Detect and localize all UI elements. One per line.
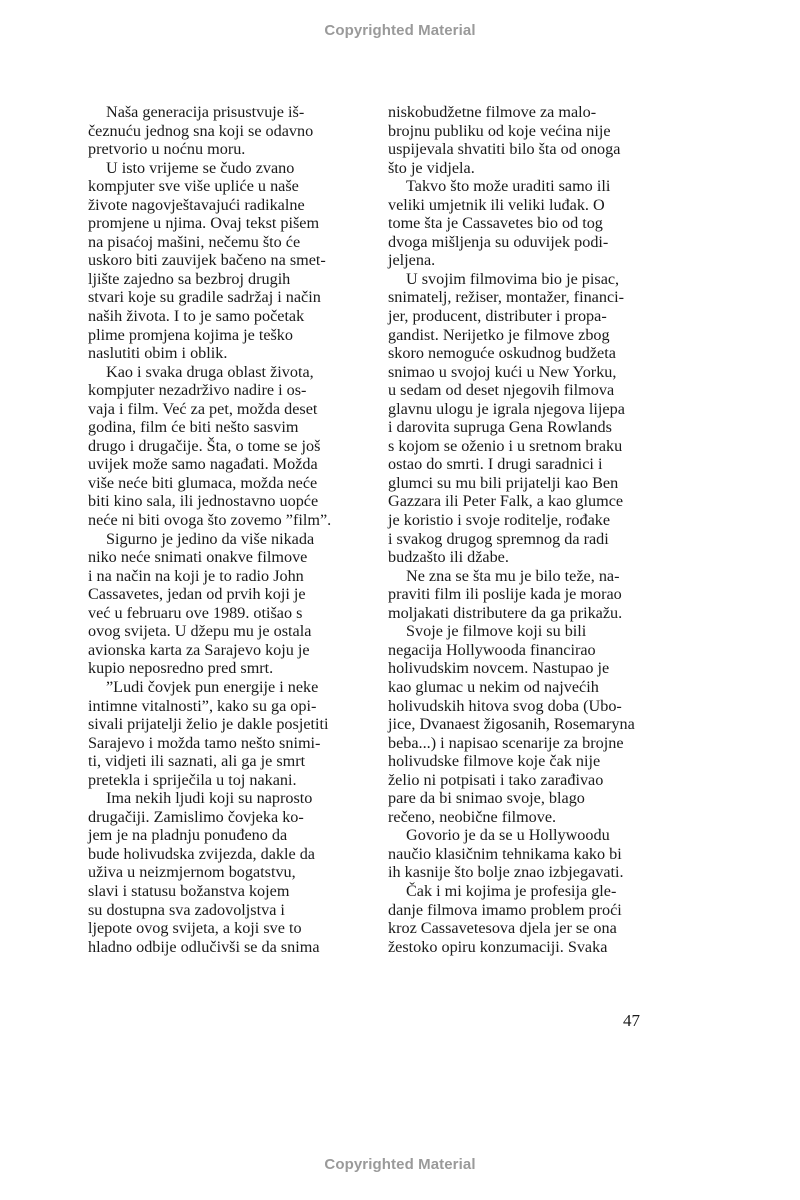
text-line: hladno odbije odlučivši se da snima [88, 937, 320, 956]
text-line: Svoje je filmove koji su bili [406, 622, 587, 641]
text-line: pretekla i spriječila u toj nakani. [88, 770, 297, 789]
text-line: drugačiji. Zamislimo čovjeka ko- [88, 807, 304, 826]
text-line: Govorio je da se u Hollywoodu [406, 826, 610, 845]
text-line: Cassavetes, jedan od prvih koji je [88, 585, 306, 604]
text-line: veliki umjetnik ili veliki luđak. O [388, 195, 605, 214]
text-line: Gazzara ili Peter Falk, a kao glumce [388, 492, 624, 511]
text-column-left [88, 103, 378, 956]
text-line: uskoro biti zauvijek bačeno na smet- [88, 251, 326, 270]
text-line: skoro nemoguće oskudnog budžeta [388, 344, 616, 363]
text-line: Sigurno je jedino da više nikada [106, 529, 315, 548]
text-line: glumci su mu bili prijatelji kao Ben [388, 473, 619, 492]
text-line: jice, Dvanaest žigosanih, Rosemaryna [388, 715, 635, 734]
text-line: ovog svijeta. U džepu mu je ostala [88, 622, 312, 641]
text-line: kompjuter sve više upliće u naše [88, 177, 299, 196]
text-line: kompjuter nezadrživo nadire i os- [88, 381, 307, 400]
text-line: naučio klasičnim tehnikama kako bi [388, 844, 622, 863]
text-line: niskobudžetne filmove za malo- [388, 103, 597, 121]
text-line: uspijevala shvatiti bilo šta od onoga [388, 140, 621, 159]
text-line: holivudskih hitova svog doba (Ubo- [388, 696, 622, 715]
text-line: dvoga mišljenja su oduvijek podi- [388, 232, 609, 251]
text-line: Kao i svaka druga oblast života, [106, 362, 314, 381]
text-line: Takvo što može uraditi samo ili [406, 177, 611, 196]
text-line: tome šta je Cassavetes bio od tog [388, 214, 603, 233]
text-line: su dostupna sva zadovoljstva i [88, 900, 285, 919]
text-line: u sedam od deset njegovih filmova [388, 381, 615, 400]
text-line: uvijek može samo nagađati. Možda [88, 455, 318, 474]
text-line: sivali prijatelji želio je dakle posjetiti [88, 715, 329, 734]
text-line: rečeno, neobične filmove. [388, 807, 557, 826]
text-line: bude holivudska zvijezda, dakle da [88, 844, 315, 863]
text-line: holivudske filmove koje čak nije [388, 752, 601, 771]
text-column-right [388, 103, 688, 956]
text-line: biti kino sala, ili jednostavno uopće [88, 492, 319, 511]
text-line: beba...) i napisao scenarije za brojne [388, 733, 624, 752]
text-line: je koristio i svoje roditelje, rođake [388, 511, 611, 530]
text-line: Ne zna se šta mu je bilo teže, na- [406, 566, 620, 585]
text-line: žestoko opiru konzumaciji. Svaka [388, 937, 608, 956]
text-line: pare da bi snimao svoje, blago [388, 789, 585, 808]
text-line: drugo i drugačije. Šta, o tome se još [88, 436, 321, 455]
text-line: kupio neposredno pred smrt. [88, 659, 274, 678]
text-line: plime promjena kojima je teško [88, 325, 293, 344]
text-line: stvari koje su gradile sadržaj i način [88, 288, 321, 307]
text-line: uživa u neizmjernom bogatstvu, [88, 863, 296, 882]
text-line: slavi i statusu božanstva kojem [88, 881, 290, 900]
text-line: snimao u svojoj kući u New Yorku, [388, 362, 617, 381]
text-line: avionska karta za Sarajevo koju je [88, 640, 310, 659]
text-line: gandist. Nerijetko je filmove zbog [388, 325, 610, 344]
text-line: jeljena. [388, 251, 436, 270]
text-line: želio ni potpisati i tako zarađivao [388, 770, 604, 789]
text-line: što je vidjela. [388, 158, 475, 177]
text-line: glavnu ulogu je igrala njegova lijepa [388, 399, 625, 418]
text-line: budzašto ili džabe. [388, 548, 509, 567]
text-line: neće ni biti ovoga što zovemo ”film”. [88, 511, 332, 530]
text-line: vaja i film. Već za pet, možda deset [88, 399, 318, 418]
text-line: Sarajevo i možda tamo nešto snimi- [88, 733, 321, 752]
text-line: naslutiti obim i oblik. [88, 344, 228, 363]
text-line: jem je na pladnju ponuđeno da [88, 826, 288, 845]
text-line: s kojom se oženio i u sretnom braku [388, 436, 623, 455]
text-line: naših života. I to je samo početak [88, 307, 305, 326]
text-line: intimne vitalnosti”, kako su ga opi- [88, 696, 317, 715]
text-line: i darovita supruga Gena Rowlands [388, 418, 612, 437]
text-line: na pisaćoj mašini, nečemu što će [88, 232, 301, 251]
text-line: kao glumac u nekim od najvećih [388, 677, 599, 696]
text-line: godina, film će biti nešto sasvim [88, 418, 299, 437]
text-line: U svojim filmovima bio je pisac, [406, 269, 620, 288]
text-line: ”Ludi čovjek pun energije i neke [106, 677, 319, 696]
text-line: U isto vrijeme se čudo zvano [106, 158, 295, 177]
text-line: već u februaru ove 1989. otišao s [88, 603, 303, 622]
text-line: pretvorio u noćnu moru. [88, 140, 246, 159]
text-line: negacija Hollywooda financirao [388, 640, 596, 659]
text-line: niko neće snimati onakve filmove [88, 548, 308, 567]
copyright-watermark-bottom: Copyrighted Material [324, 1156, 476, 1173]
text-line: čeznuću jednog sna koji se odavno [88, 121, 314, 140]
text-line: Naša generacija prisustvuje iš- [106, 103, 305, 121]
text-line: ti, vidjeti ili saznati, ali ga je smrt [88, 752, 306, 771]
text-line: praviti film ili poslije kada je morao [388, 585, 622, 604]
text-line: Ima nekih ljudi koji su naprosto [106, 789, 313, 808]
text-line: holivudskim novcem. Nastupao je [388, 659, 610, 678]
text-line: promjene u njima. Ovaj tekst pišem [88, 214, 320, 233]
text-line: lјište zajedno sa bezbroj drugih [88, 269, 291, 288]
text-line: jer, producent, distributer i propa- [388, 307, 607, 326]
text-line: ljepote ovog svijeta, a koji sve to [88, 919, 302, 938]
text-line: više neće biti glumaca, možda neće [88, 473, 318, 492]
text-line: i na način na koji je to radio John [88, 566, 304, 585]
text-line: danje filmova imamo problem proći [388, 900, 622, 919]
text-line: živote nagovještavajući radikalne [88, 195, 305, 214]
text-line: kroz Cassavetesova djela jer se ona [388, 919, 617, 938]
page-number: 47 [623, 1011, 640, 1030]
copyright-watermark-top: Copyrighted Material [324, 22, 476, 39]
text-line: snimatelj, režiser, montažer, financi- [388, 288, 625, 307]
text-line: Čak i mi kojima je profesija gle- [406, 881, 617, 900]
text-line: ostao do smrti. I drugi saradnici i [388, 455, 603, 474]
text-line: ih kasnije što bolje znao izbjegavati. [388, 863, 624, 882]
text-line: brojnu publiku od koje većina nije [388, 121, 611, 140]
text-line: moljakati distributere da ga prikažu. [388, 603, 623, 622]
text-line: i svakog drugog spremnog da radi [388, 529, 609, 548]
